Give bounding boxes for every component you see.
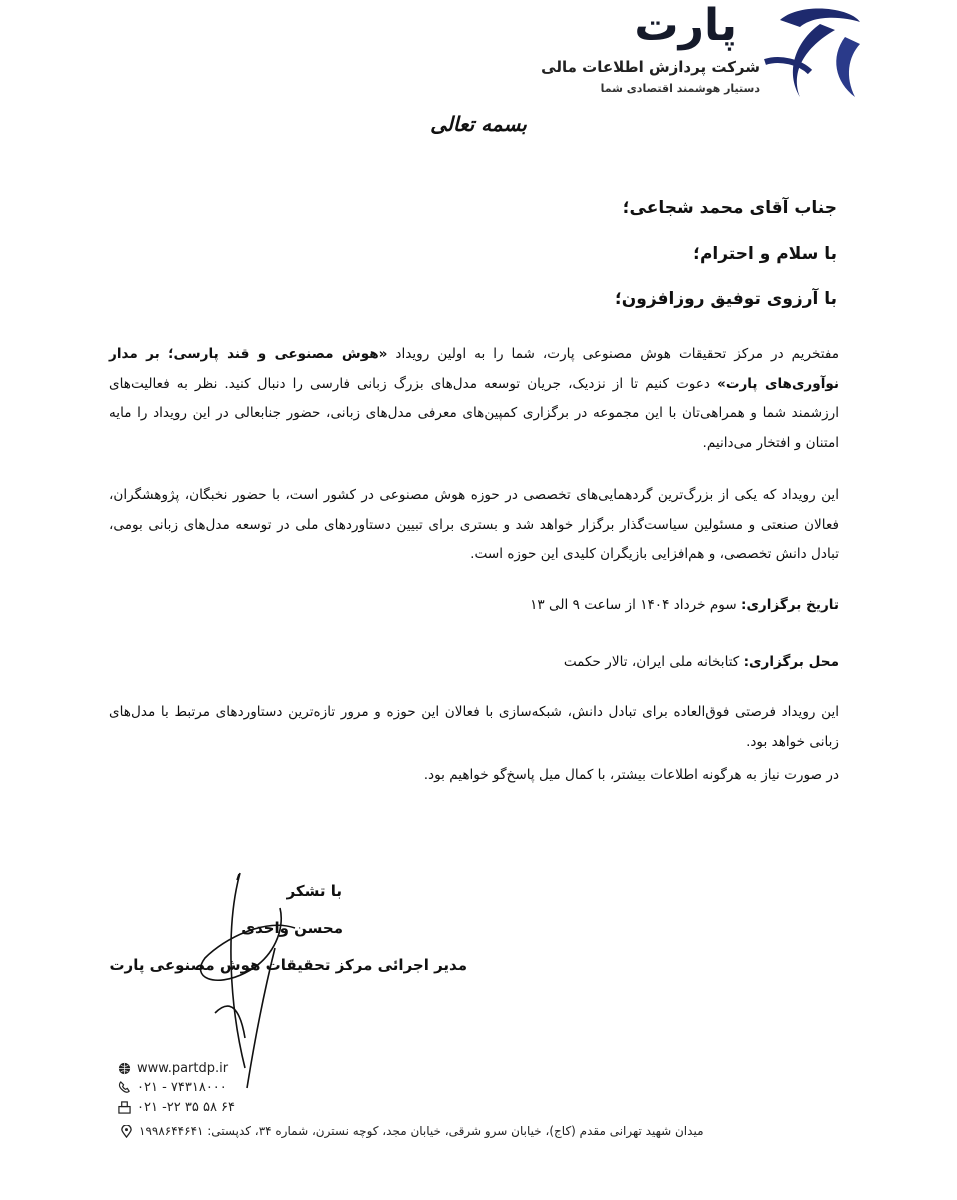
paragraph-opportunity: این رویداد فرصتی فوق‌العاده برای تبادل دانش، شبکه‌سازی با فعالان این حوزه و مرور تازه‌ترین دستاوردهای مرتبط با مدل‌های زبانی خواهد بود. — [109, 704, 839, 750]
part-logo-icon — [760, 2, 878, 102]
fax-icon — [118, 1101, 131, 1114]
signer-title: مدیر اجرائی مرکز تحقیقات هوش مصنوعی پارت — [109, 956, 467, 974]
bismillah-heading: بسمه تعالی — [430, 112, 527, 136]
event-venue — [109, 648, 839, 678]
event-date — [109, 591, 839, 621]
date-label: تاریخ برگزاری: — [741, 597, 839, 613]
footer-website[interactable] — [118, 1061, 228, 1076]
brand-name: پارت — [634, 0, 737, 51]
salutation: با سلام و احترام؛ — [693, 244, 837, 264]
venue-value: کتابخانه ملی ایران، تالار حکمت — [563, 654, 744, 670]
footer-fax — [118, 1100, 235, 1115]
signer-name: محسن واحدی — [241, 919, 343, 937]
phone-icon — [118, 1081, 131, 1094]
fax-number: ۰۲۱ -۲۲ ۳۵ ۵۸ ۶۴ — [137, 1100, 236, 1115]
address-text: میدان شهید تهرانی مقدم (کاج)، خیابان سرو شرقی، خیابان مجد، کوچه نسترن، شماره ۳۴، کدپستی: ۱۹۹۸۶۴۴۶۴۱ — [139, 1124, 704, 1138]
venue-label: محل برگزاری: — [743, 654, 839, 670]
addressee: جناب آقای محمد شجاعی؛ — [622, 198, 837, 218]
invitation-text-cont: دعوت کنیم تا از نزدیک، جریان توسعه مدل‌های بزرگ زبانی فارسی را دنبال کنید. نظر به فعالیت‌های ارزشمند شما و همراهی‌تان با این مجموعه در برگزاری کمپین‌های معرفی مدل‌های زبانی، حضور جنابعالی در این رویداد را مایه امتنان و افتخار می‌دانیم. — [109, 375, 839, 451]
paragraph-invitation — [109, 340, 839, 458]
company-tagline: دستیار هوشمند اقتصادی شما — [600, 82, 760, 95]
event-name: «هوش مصنوعی و قند پارسی؛ بر مدار نوآوری‌های پارت» — [109, 346, 839, 392]
company-name: شرکت پردازش اطلاعات مالی — [541, 58, 760, 76]
footer-address — [120, 1124, 704, 1138]
wish: با آرزوی توفیق روزافزون؛ — [614, 289, 837, 309]
globe-icon — [118, 1062, 131, 1075]
footer-phone — [118, 1080, 227, 1095]
date-value: سوم خرداد ۱۴۰۴ از ساعت ۹ الی ۱۳ — [530, 597, 742, 613]
invitation-text: مفتخریم در مرکز تحقیقات هوش مصنوعی پارت، شما را به اولین رویداد — [387, 346, 839, 362]
closing-thanks: با تشکر — [286, 882, 342, 900]
website-link[interactable]: www.partdp.ir — [137, 1061, 229, 1076]
decorative-rosette-ornament — [787, 850, 957, 1110]
paragraph-contact: در صورت نیاز به هرگونه اطلاعات بیشتر، با کمال میل پاسخ‌گو خواهیم بود. — [423, 767, 839, 783]
phone-number: ۰۲۱ - ۷۴۳۱۸۰۰۰ — [137, 1080, 227, 1095]
paragraph-event-description: این رویداد که یکی از بزرگ‌ترین گردهمایی‌های تخصصی در حوزه هوش مصنوعی در کشور است، با حضور نخبگان، پژوهشگران، فعالان صنعتی و مسئولین سیاست‌گذار برگزار خواهد شد و بستری برای تبیین دستاوردهای ملی در توسعه مدل‌های زبانی بومی، تبادل دانش تخصصی، و هم‌افزایی بازیگران کلیدی این حوزه است. — [109, 487, 839, 562]
location-pin-icon — [120, 1125, 133, 1138]
